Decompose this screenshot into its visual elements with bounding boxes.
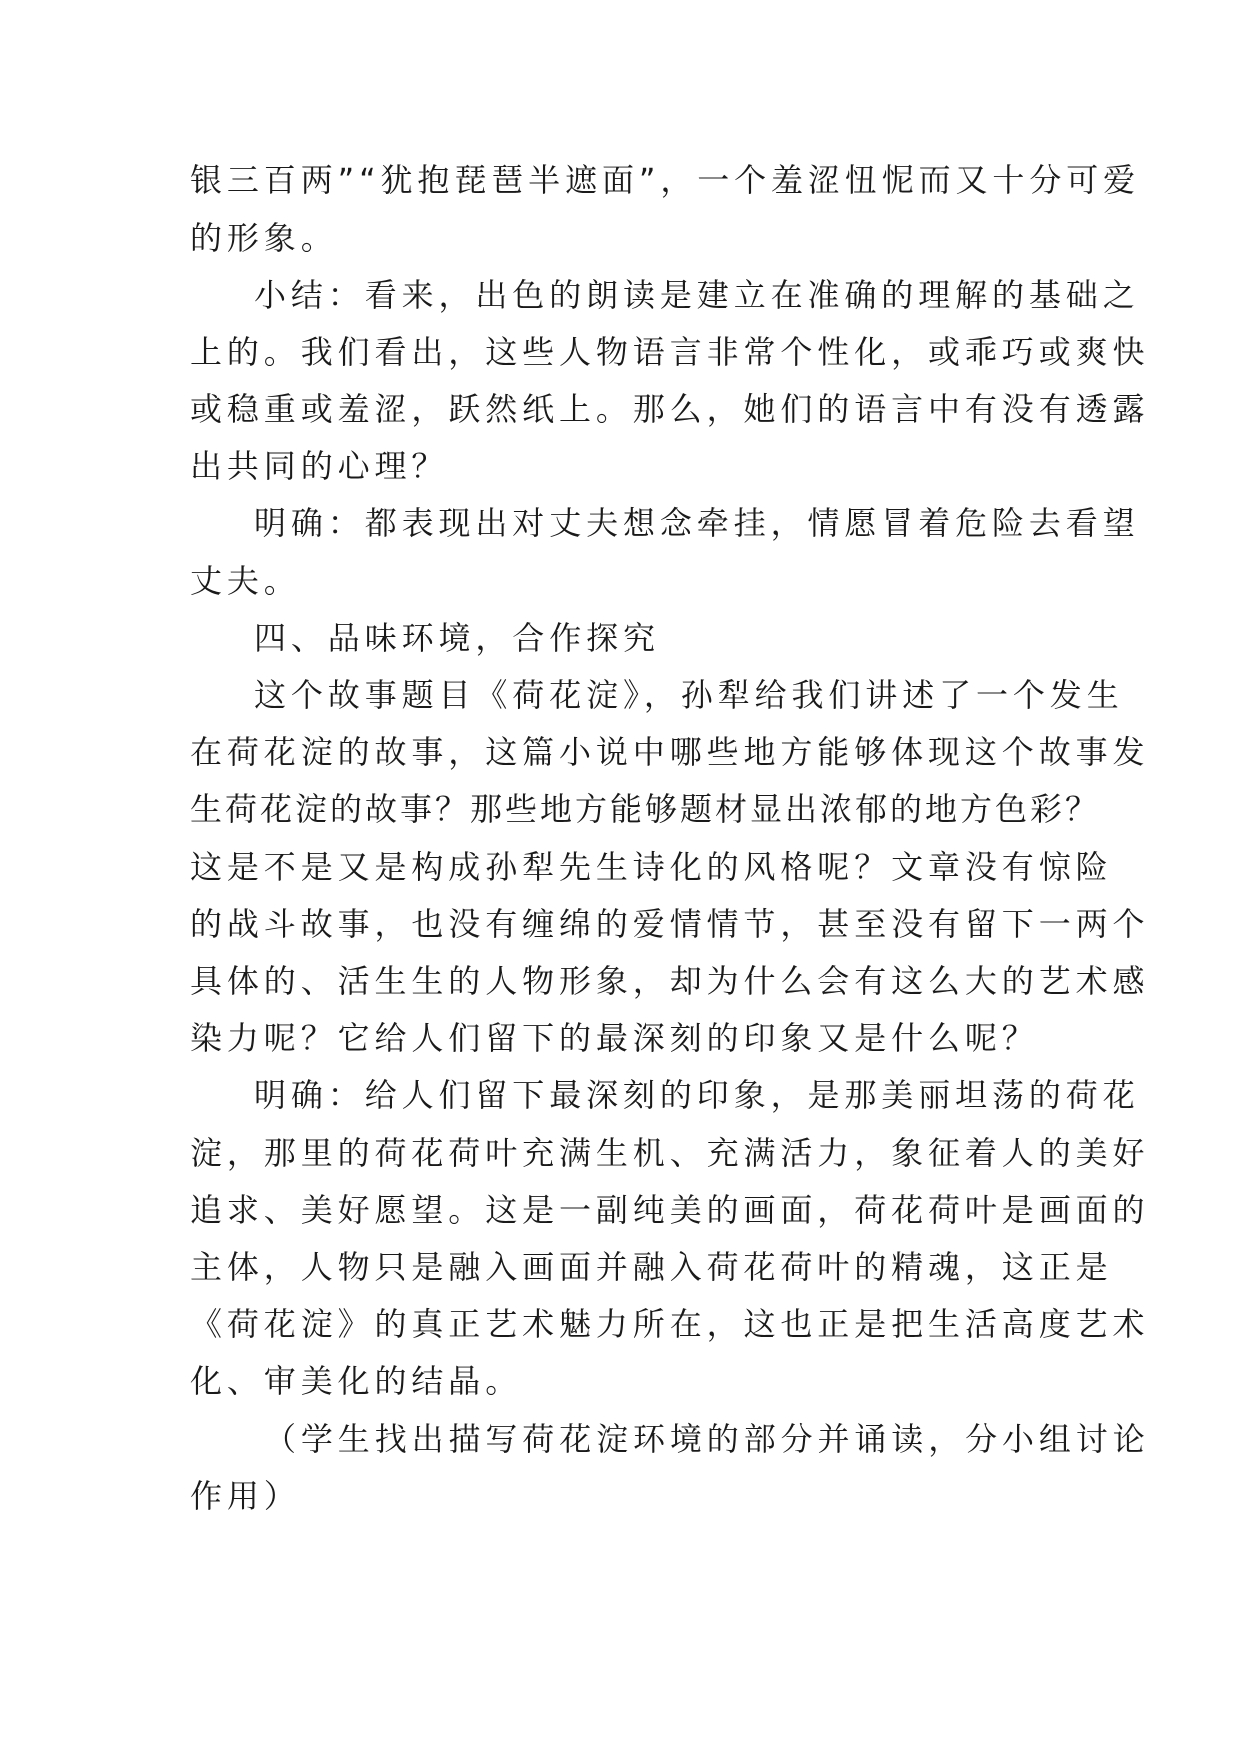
answer-paragraph-2-line-1: 明确：给人们留下最深刻的印象，是那美丽坦荡的荷花 [254,1076,1140,1114]
story-paragraph-line-3: 生荷花淀的故事？那些地方能够题材显出浓郁的地方色彩？ [190,790,1101,828]
answer-paragraph-1-line-1: 明确：都表现出对丈夫想念牵挂，情愿冒着危险去看望 [254,504,1140,542]
summary-paragraph-line-4: 出共同的心理？ [190,447,449,485]
story-paragraph-line-6: 具体的、活生生的人物形象，却为什么会有这么大的艺术感 [190,962,1150,1000]
answer-paragraph-2-line-4: 主体，人物只是融入画面并融入荷花荷叶的精魂，这正是 [190,1248,1113,1286]
answer-paragraph-2-line-3: 追求、美好愿望。这是一副纯美的画面，荷花荷叶是画面的 [190,1191,1150,1229]
activity-note-line-2: 作用） [190,1477,301,1515]
summary-paragraph-line-2: 上的。我们看出，这些人物语言非常个性化，或乖巧或爽快 [190,333,1150,371]
answer-paragraph-2-line-6: 化、审美化的结晶。 [190,1362,523,1400]
story-paragraph-line-7: 染力呢？它给人们留下的最深刻的印象又是什么呢？ [190,1019,1039,1057]
story-paragraph-line-1: 这个故事题目《荷花淀》，孙犁给我们讲述了一个发生 [254,676,1124,714]
summary-paragraph-line-3: 或稳重或羞涩，跃然纸上。那么，她们的语言中有没有透露 [190,390,1150,428]
story-paragraph-line-2: 在荷花淀的故事，这篇小说中哪些地方能够体现这个故事发 [190,733,1150,771]
answer-paragraph-1-line-2: 丈夫。 [190,562,301,600]
summary-paragraph-line-1: 小结：看来，出色的朗读是建立在准确的理解的基础之 [254,276,1140,314]
story-paragraph-line-4: 这是不是又是构成孙犁先生诗化的风格呢？文章没有惊险 [190,848,1113,886]
text-line-2: 的形象。 [190,219,338,257]
activity-note-line-1: （学生找出描写荷花淀环境的部分并诵读，分小组讨论 [264,1420,1150,1458]
answer-paragraph-2-line-2: 淀，那里的荷花荷叶充满生机、充满活力，象征着人的美好 [190,1134,1150,1172]
story-paragraph-line-5: 的战斗故事，也没有缠绵的爱情情节，甚至没有留下一两个 [190,905,1150,943]
text-line-1: 银三百两”“犹抱琵琶半遮面”，一个羞涩忸怩而又十分可爱 [190,161,1141,199]
section-heading: 四、品味环境，合作探究 [254,619,660,657]
answer-paragraph-2-line-5: 《荷花淀》的真正艺术魅力所在，这也正是把生活高度艺术 [190,1305,1150,1343]
